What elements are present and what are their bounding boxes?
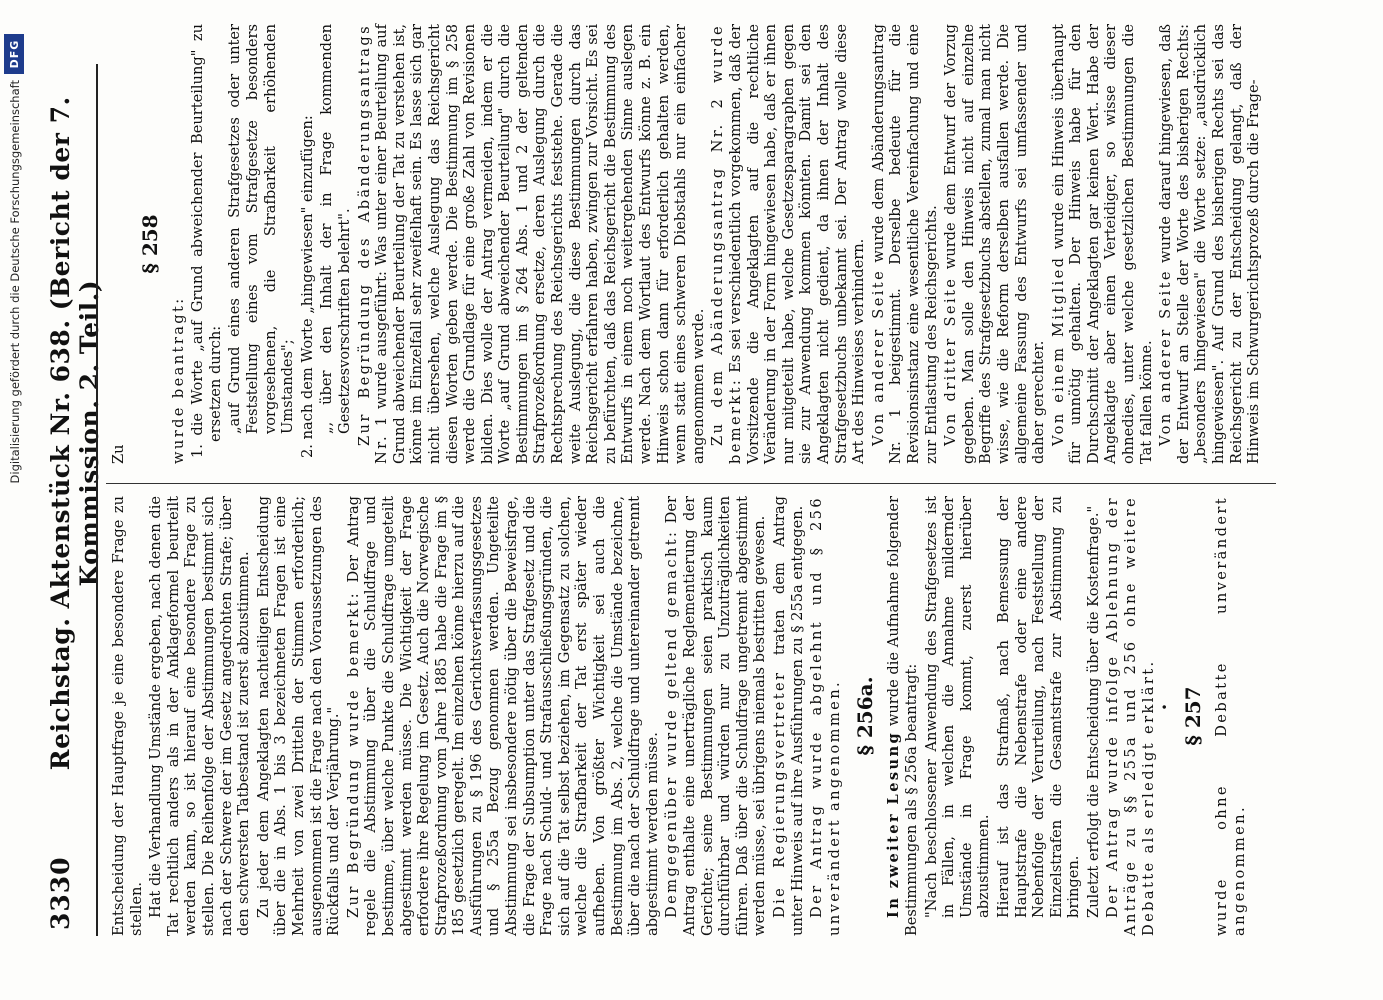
paragraph (663, 496, 769, 936)
paragraph-text: wurde ein Hinweis überhaupt für unnötig gehalten. Der Hinweis habe für den Durchschnitt der Angeklagten gar keinen Wert. Habe der Angeklagte aber einen Verteidiger, so wisse dieser ohnedies, unter welche gesetzlichen Bestimmungen die Tat fallen könne. (1049, 23, 1155, 464)
section-heading: § 257 (1181, 686, 1206, 746)
paragraph-text: Der Antrag enthalte eine unerträgliche Reglementierung der Gerichte; seine Bestimmungen seien praktisch kaum durchführbar und würden nur zu Unzuträglichkeiten führen. Daß über die Schuldfrage ungetrennt abgestimmt werden müsse, sei übrigens niemals bestritten gewesen. (663, 496, 769, 936)
paragraph: Hat die Verhandlung Umstände ergeben, nach denen die Tat rechtlich anders als in der Anklageformel beurteilt werden kann, so ist hierauf eine besondere Frage zu stellen. Die Reihenfolge der Abstimmungen bestimmt sich nach der Schwere der im Gesetz angedrohten Strafe; über den schwersten Tatbestand ist zuerst abzustimmen. (147, 496, 253, 936)
column-divider (106, 483, 1276, 484)
paragraph: Der Antrag wurde abgelehnt und § 256 unverändert angenommen. (808, 496, 843, 936)
paragraph (870, 24, 940, 464)
lead-phrase: Von anderer Seite (1157, 269, 1175, 446)
paragraph-text: wurde dem Entwurf der Vorzug gegeben. Man solle den Hinweis nicht auf einzelne Begriffe des Strafgesetzbuchs abstellen, zumal man nicht wisse, wie die Reform derselben ausfallen werde. Die allgemeine Fassung des Entwurfs sei umfassender und daher gerechter. (942, 24, 1048, 464)
paragraph (1157, 24, 1263, 464)
paragraph (942, 24, 1048, 464)
paragraph (709, 24, 867, 464)
dfg-logo: DFG (4, 34, 24, 74)
paragraph: Entscheidung der Hauptfrage je eine besondere Frage zu stellen. (110, 496, 145, 936)
paragraph-text: wurde die Aufnahme folgender Bestimmungen als § 256a beantragt: (885, 496, 920, 936)
paragraph-text: Der Antrag regele die Abstimmung über die Schuldfrage und bestimme, über welche Punkte die Schuldfrage umgeteilt abgestimmt werden müsse. Die Wichtigkeit der Frage erfordere ihre Regelung im Gesetz. Auch die Norwegische Strafprozeßordnung vom Jahre 1885 habe die Frage im § 185 gesetzlich geregelt. Im einzelnen könne hierzu auf die Ausführungen zu § 196 des Gerichtsverfassungsgesetzes und § 255a Bezug genommen werden. Ungeteilte Abstimmung sei insbesondere nötig über die Beweisfrage, die Frage der Subsumption unter das Strafgesetz und die Frage nach Schuld- und Strafausschließungsgründen, die sich auf die Tat selbst beziehen, im Gegensatz zu solchen, welche die Strafbarkeit der Tat erst später wieder aufheben. Von größter Wichtigkeit sei auch die Bestimmung im Abs. 2, welche die Umstände bezeichne, über die nach der Schuldfrage und untereinander getrennt abgestimmt werden müsse. (344, 496, 661, 936)
section-heading: § 256a. (853, 676, 878, 756)
paragraph: wurde beantragt: (169, 296, 187, 464)
lead-phrase: Zur Begründung wurde bemerkt: (344, 590, 362, 918)
lead-phrase: Von dritter Seite (942, 276, 960, 446)
lead-phrase: Die Regierungsvertreter (770, 670, 788, 918)
lead-phrase: Zu dem Abänderungsantrag Nr. 2 wurde bemerkt: (709, 24, 744, 464)
lead-phrase: Von anderer Seite (869, 268, 887, 446)
paragraph-text: Es sei verschiedentlich vorgekommen, daß der Vorsitzende die Angeklagten auf die rechtliche Veränderung in der Form hingewiesen habe, daß er ihnen nur mitgeteilt habe, welche Gesetzesparagraphen gegen sie zur Anwendung kommen könnten. Damit sei den Angeklagten nicht gedient, da ihnen der Inhalt des Strafgesetzbuchs unbekannt sei. Der Antrag wolle diese Art des Hinweises verhindern. (727, 24, 868, 464)
paragraph: Zu (110, 444, 127, 464)
list-item: 2. nach dem Worte „hingewiesen" einzufügen: (298, 115, 316, 458)
list-item: 1. die Worte „auf Grund abweichender Beurteilung" zu ersetzen durch: (189, 24, 224, 458)
paragraph-text: wurde ausgeführt: Was unter einer Beurteilung auf Grund abweichender Beurteilung der Tat zu verstehen ist, könne im Einzelfall sehr zweifelhaft sein. Es lasse sich gar nicht übersehen, welche Auslegung das Reichsgericht diesen Worten geben werde. Die Bestimmung im § 258 werde die Grundlage für eine große Zahl von Revisionen bilden. Dies wolle der Antrag vermeiden, indem er die Worte „auf Grund abweichender Beurteilung" durch die Bestimmungen im § 264 Abs. 1 und 2 der geltenden Strafprozeßordnung ersetze, deren Auslegung durch die Rechtsprechung des Reichsgerichts feststehe. Gerade die weite Auslegung, die diese Bestimmungen durch das Reichsgericht erfahren haben, zwingen zur Vorsicht. Es sei zu befürchten, daß das Reichsgericht die Bestimmung des Entwurfs in einem noch weitergehenden Sinne auslegen werde. Nach dem Wortlaut des Entwurfs könne z. B. ein Hinweis schon dann für erforderlich gehalten werden, wenn statt eines schweren Diebstahls nur ein einfacher angenommen werde. (373, 24, 707, 464)
left-column (110, 496, 1250, 936)
quoted-provision: „, über den Inhalt der in Frage kommenden Gesetzesvorschriften belehrt". (318, 24, 353, 434)
paragraph-text: wurde darauf hingewiesen, daß der Entwurf an Stelle der Worte des bisherigen Rechts: „besonders hingewiesen" die Worte setze: „ausdrücklich hingewiesen". Auf Grund des bisherigen Rechts sei das Reichsgericht zu der Entscheidung gelangt, daß der Hinweis im Schwurgerichtsprozeß durch die Frage- (1157, 23, 1263, 464)
paragraph-text: traten dem Antrag unter Hinweis auf ihre Ausführungen zu § 255a entgegen. (770, 495, 806, 936)
running-head: Reichstag. Aktenstück Nr. 638. (Bericht der 7. Kommission. 2. Teil.) (46, 96, 104, 771)
paragraph: Der Antrag wurde infolge Ablehnung der Anträge zu §§ 255a und 256 ohne weitere Debatte als erledigt erklärt. (1104, 496, 1157, 936)
quoted-provision: „auf Grund eines anderen Strafgesetzes oder unter Feststellung eines vom Strafgesetze besonders vorgesehenen, die Strafbarkeit erhöhenden Umstandes"; (226, 24, 297, 434)
digitization-credit: Digitalisierung gefördert durch die Deutsche Forschungsgemeinschaft (8, 80, 22, 484)
paragraph (1050, 24, 1156, 464)
lead-phrase: Demgegenüber wurde geltend gemacht: (663, 529, 681, 918)
paragraph (771, 496, 806, 936)
quoted-provision: "Nach beschlossener Anwendung des Strafgesetzes ist in Fällen, in welchen die Annahme mildernder Umstände in Frage kommt, zuerst hierüber abzustimmen. (922, 496, 993, 918)
quoted-provision: Zuletzt erfolgt die Entscheidung über die Kostenfrage." (1084, 505, 1102, 918)
page-number: 3330 (46, 856, 75, 930)
lead-phrase: Von einem Mitglied (1049, 255, 1067, 446)
paragraph: Zu jeder dem Angeklagten nachteiligen Entscheidung über die in Abs. 1 bis 3 bezeichneten Fragen ist eine Mehrheit von zwei Dritteln der Stimmen erforderlich; ausgenommen ist die Frage nach den Voraussetzungen des Rückfalls und der Verjährung." (254, 496, 343, 936)
ornament-dot: • (1158, 703, 1173, 711)
section-heading: § 258 (137, 214, 162, 274)
header-rule (96, 64, 98, 936)
page-header (46, 70, 104, 930)
lead-phrase: In zweiter Lesung (885, 730, 903, 918)
paragraph-text: wurde dem Abänderungsantrag Nr. 1 beigestimmt. Derselbe bedeute für die Revisionsinstanz eine wesentliche Vereinfachung und eine zur Entlastung des Reichsgerichts. (869, 23, 940, 464)
paragraph (345, 496, 662, 936)
paragraph (356, 24, 708, 464)
lead-phrase: Zur Begründung des Abänderungsantrags Nr. 1 (355, 24, 391, 464)
paragraph (885, 496, 920, 936)
paragraph: wurde ohne Debatte unverändert angenommen. (1213, 496, 1248, 936)
quoted-provision: Hierauf ist das Strafmaß, nach Bemessung der Hauptstrafe die Nebenstrafe oder eine andere Nebenfolge der Verurteilung, nach Feststellung der Einzelstrafen die Gesamtstrafe zur Abstimmung zu bringen. (994, 496, 1083, 918)
right-column (110, 24, 1265, 464)
